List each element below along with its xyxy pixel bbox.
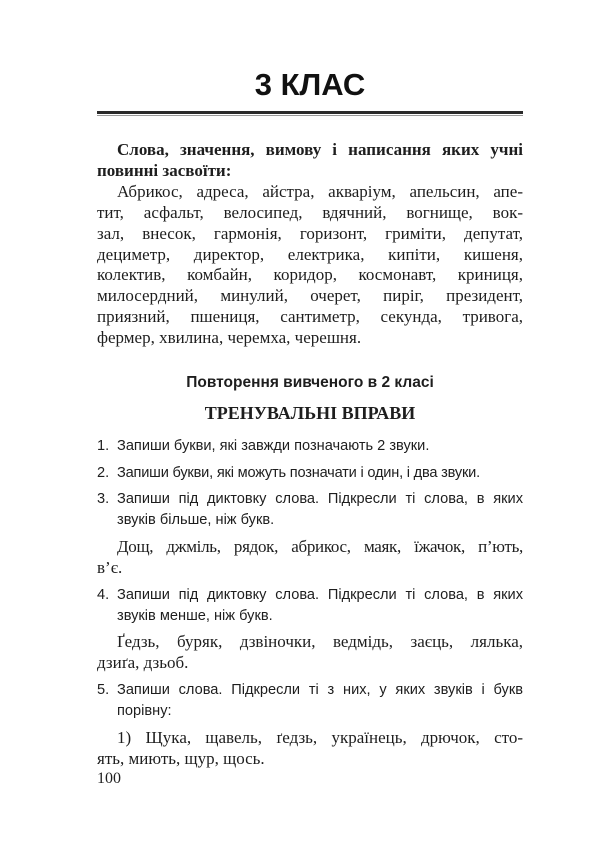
exercise-number: 4. <box>97 587 110 603</box>
exercise-text-line: Запиши слова. Підкресли ті з них, у яких звуків і букв <box>117 682 523 698</box>
exercise-text-line: Запиши під диктовку слова. Підкресли ті слова, в яких <box>117 587 523 603</box>
vocabulary-words-line: колектив, комбайн, коридор, космонавт, криниця, <box>97 265 523 285</box>
exercise-text-line: звуків більше, ніж букв. <box>117 512 275 528</box>
page-title: 3 КЛАС <box>254 67 366 102</box>
exercise-words-line: Ґедзь, буряк, дзвіночки, ведмідь, заєць, лялька, <box>117 632 523 651</box>
exercise-text-line: порівну: <box>117 703 172 719</box>
vocabulary-section <box>97 140 523 349</box>
vocabulary-words-line: тит, асфальт, велосипед, вдячний, вогнище, вок- <box>97 202 523 222</box>
vocabulary-words-line: дециметр, директор, електрика, кипіти, кишеня, <box>97 244 523 264</box>
exercise-1 <box>97 436 523 457</box>
exercise-number: 3. <box>97 491 110 507</box>
vocabulary-words-line: милосердний, минулий, очерет, пиріг, президент, <box>97 286 523 306</box>
exercise-words-line: Дощ, джміль, рядок, абрикос, маяк, їжачок, п’ють, <box>117 537 523 556</box>
exercise-text-line: звуків менше, ніж букв. <box>117 608 273 624</box>
exercise-text-line: Запиши букви, які можуть позначати і один, і два звуки. <box>117 465 480 481</box>
subsection-title: ТРЕНУВАЛЬНІ ВПРАВИ <box>204 403 416 423</box>
exercise-text-line: Запиши під диктовку слова. Підкресли ті слова, в яких <box>117 491 523 507</box>
exercise-words-line: ять, миють, щур, щось. <box>97 748 265 768</box>
exercise-4 <box>97 585 523 627</box>
exercise-number: 5. <box>97 682 110 698</box>
exercise-4-words <box>97 632 523 674</box>
vocabulary-words-line: фермер, хвилина, черемха, черешня. <box>97 328 362 348</box>
exercise-5-words <box>97 728 523 770</box>
section-title: Повторення вивченого в 2 класі <box>186 374 434 391</box>
title-divider <box>97 111 523 114</box>
exercise-number: 2. <box>97 465 110 481</box>
exercise-words-line: дзиґа, дзьоб. <box>97 652 189 672</box>
exercise-words-line: 1) Щука, щавель, ґедзь, українець, дрючок, сто- <box>117 728 523 747</box>
exercise-3 <box>97 489 523 531</box>
exercise-2 <box>97 463 523 484</box>
exercise-5 <box>97 680 523 722</box>
vocabulary-heading-line: Слова, значення, вимову і написання яких учні <box>117 140 523 159</box>
exercise-words-line: в’є. <box>97 557 123 577</box>
vocabulary-heading-line: повинні засвоїти: <box>97 160 232 180</box>
vocabulary-words-line: зал, внесок, гармонія, горизонт, гриміти, депутат, <box>97 223 523 243</box>
title-divider-thin <box>97 115 523 116</box>
vocabulary-words-line: приязний, пшениця, сантиметр, секунда, тривога, <box>97 307 523 327</box>
page-number: 100 <box>97 770 121 787</box>
exercise-3-words <box>97 537 523 579</box>
vocabulary-words-line: Абрикос, адреса, айстра, акваріум, апельсин, апе- <box>117 181 523 201</box>
exercise-number: 1. <box>97 438 110 454</box>
exercise-text-line: Запиши букви, які завжди позначають 2 звуки. <box>117 438 430 454</box>
